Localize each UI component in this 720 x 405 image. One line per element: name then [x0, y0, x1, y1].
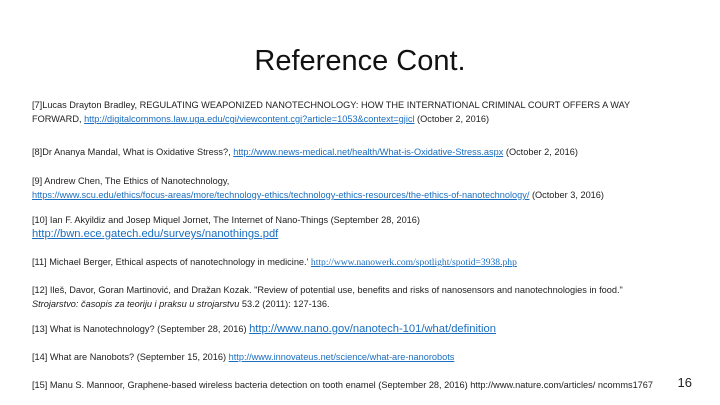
reference-9-link[interactable]: https://www.scu.edu/ethics/focus-areas/more/technology-ethics/technology-ethics-resources/the-ethics-of-nanotechnology/ [32, 190, 530, 200]
reference-9-date: (October 3, 2016) [529, 190, 604, 200]
reference-8 [32, 145, 682, 159]
reference-14-link[interactable]: http://www.innovateus.net/science/what-are-nanorobots [228, 352, 455, 362]
reference-12-text: [12] Ileš, Davor, Goran Martinović, and Dražan Kozak. "Review of potential use, benefits and risks of nanosensors and nanotechnologies in food." [32, 285, 623, 295]
reference-8-link[interactable]: http://www.news-medical.net/health/What-is-Oxidative-Stress.aspx [233, 147, 504, 157]
reference-7-text: [7]Lucas Drayton Bradley, REGULATING WEAPONIZED NANOTECHNOLOGY: HOW THE INTERNATIONAL CRIMINAL COURT OFFERS A WAY FORWARD, [32, 100, 630, 124]
reference-12-journal: Strojarstvo: časopis za teoriju i praksu u strojarstvu [32, 299, 240, 309]
reference-12-details: 53.2 (2011): 127-136. [239, 299, 330, 309]
reference-14 [32, 350, 682, 364]
reference-7 [32, 98, 682, 126]
reference-10-text: [10] Ian F. Akyildiz and Josep Miquel Jornet, The Internet of Nano-Things (September 28, 2016) [32, 215, 420, 225]
reference-13-link[interactable]: http://www.nano.gov/nanotech-101/what/definition [249, 323, 496, 335]
reference-13-text: [13] What is Nanotechnology? (September 28, 2016) [32, 324, 250, 334]
reference-9 [32, 174, 682, 202]
reference-11 [32, 255, 682, 270]
reference-15 [32, 378, 682, 392]
reference-10 [32, 213, 682, 241]
reference-9-text: [9] Andrew Chen, The Ethics of Nanotechnology, [32, 176, 230, 186]
reference-12 [32, 283, 682, 311]
reference-7-link[interactable]: http://digitalcommons.law.uga.edu/cgi/viewcontent.cgi?article=1053&context=gjicl [84, 114, 415, 124]
reference-8-text: [8]Dr Ananya Mandal, What is Oxidative Stress?, [32, 147, 234, 157]
reference-15-text: [15] Manu S. Mannoor, Graphene-based wireless bacteria detection on tooth enamel (September 28, 2016) http://www.nature.com/articles/ ncomms1767 [32, 380, 654, 390]
reference-13 [32, 322, 682, 336]
slide-title: Reference Cont. [254, 45, 466, 77]
reference-8-date: (October 2, 2016) [503, 147, 578, 157]
page-number: 16 [677, 375, 692, 390]
reference-14-text: [14] What are Nanobots? (September 15, 2016) [32, 352, 229, 362]
reference-7-date: (October 2, 2016) [414, 114, 490, 124]
reference-11-link[interactable]: http://www.nanowerk.com/spotlight/spotid=3938.php [310, 257, 517, 268]
reference-10-link[interactable]: http://bwn.ece.gatech.edu/surveys/nanothings.pdf [32, 228, 279, 240]
reference-11-text: [11] Michael Berger, Ethical aspects of nanotechnology in medicine.' [32, 257, 311, 267]
